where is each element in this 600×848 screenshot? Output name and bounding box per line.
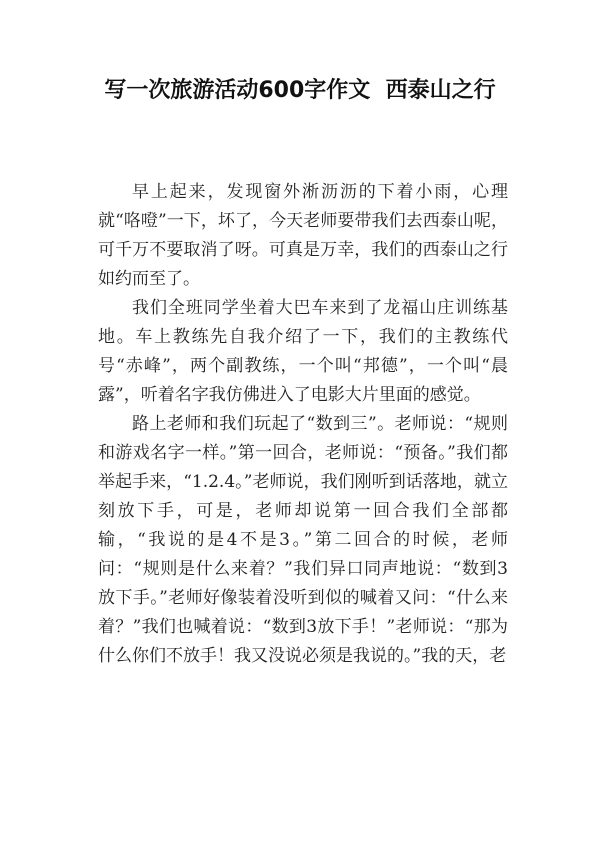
document-title: 写一次旅游活动600字作文 西泰山之行 — [104, 78, 496, 103]
paragraph-2: 我们全班同学坐着大巴车来到了龙福山庄训练基地。车上教练先自我介绍了一下，我们的主教练代号“赤峰”，两个副教练，一个叫“邦德”，一个叫“晨露”，听着名字我仿佛进入了电影大片里面的感觉。 — [98, 298, 508, 405]
document-body — [98, 178, 508, 671]
paragraph-3: 路上老师和我们玩起了“数到三”。老师说：“规则和游戏名字一样。”第一回合，老师说：“预备。”我们都举起手来，“1.2.4。”老师说，我们刚听到话落地，就立刻放下手，可是，老师却说第一回合我们全部都输，“我说的是4不是3。”第二回合的时候，老师问：“规则是什么来着？”我们异口同声地说：“数到3放下手。”老师好像装着没听到似的喊着又问：“什么来着？”我们也喊着说：“数到3放下手！”老师说：“那为什么你们不放手！我又没说必须是我说的。”我的天，老 — [98, 414, 508, 666]
paragraph-1: 早上起来，发现窗外淅沥沥的下着小雨，心理就“咯噔”一下，坏了，今天老师要带我们去西泰山呢，可千万不要取消了呀。可真是万幸，我们的西泰山之行如约而至了。 — [98, 182, 508, 289]
